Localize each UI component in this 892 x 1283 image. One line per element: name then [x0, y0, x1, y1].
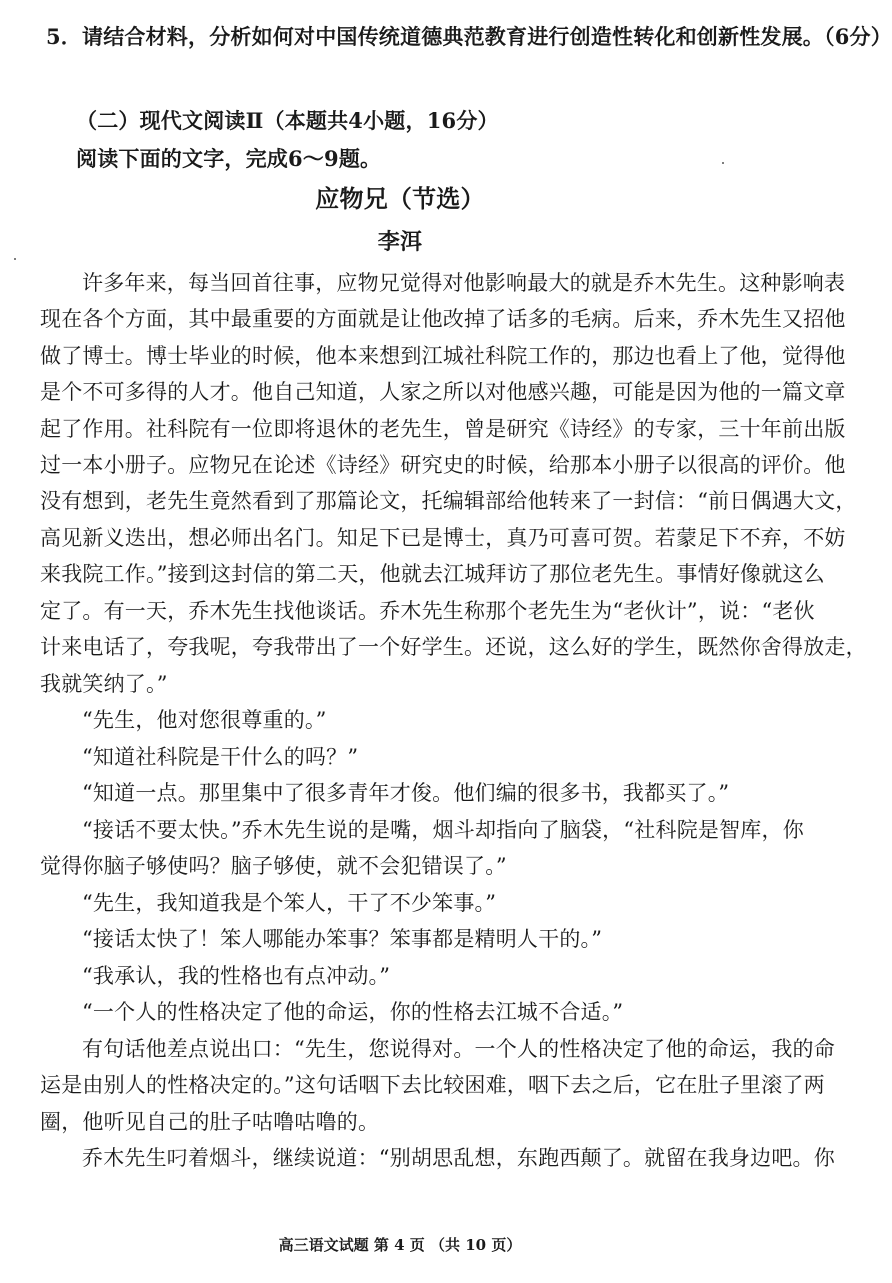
body-line: 许多年来，每当回首往事，应物兄觉得对他影响最大的就是乔木先生。这种影响表 — [82, 271, 846, 295]
body-line: 定了。有一天，乔木先生找他谈话。乔木先生称那个老先生为“老伙计”，说：“老伙 — [40, 599, 815, 623]
article-author: 李洱 — [377, 229, 423, 255]
body-line: “接话不要太快。”乔木先生说的是嘴，烟斗却指向了脑袋，“社科院是智库，你 — [82, 818, 804, 842]
body-line: 有句话他差点说出口：“先生，您说得对。一个人的性格决定了他的命运，我的命 — [82, 1037, 835, 1061]
body-line: “知道一点。那里集中了很多青年才俊。他们编的很多书，我都买了。” — [82, 781, 730, 805]
question-5: 5．请结合材料，分析如何对中国传统道德典范教育进行创造性转化和创新性发展。（6分） — [46, 24, 892, 49]
body-line: 运是由别人的性格决定的。”这句话咽下去比较困难，咽下去之后，它在肚子里滚了两 — [40, 1073, 825, 1097]
page-footer: 高三语文试题 第 4 页 （共 10 页） — [278, 1236, 522, 1254]
body-line: 起了作用。社科院有一位即将退休的老先生，曾是研究《诗经》的专家，三十年前出版 — [40, 417, 846, 441]
body-line: “接话太快了！笨人哪能办笨事？笨事都是精明人干的。” — [82, 927, 603, 951]
body-line: 乔木先生叼着烟斗，继续说道：“别胡思乱想，东跑西颠了。就留在我身边吧。你 — [82, 1146, 835, 1170]
article-title: 应物兄（节选） — [315, 184, 485, 213]
section-heading: （二）现代文阅读Ⅱ（本题共4小题，16分） — [76, 108, 499, 133]
body-line: 来我院工作。”接到这封信的第二天，他就去江城拜访了那位老先生。事情好像就这么 — [40, 562, 825, 586]
body-line: “一个人的性格决定了他的命运，你的性格去江城不合适。” — [82, 1000, 624, 1024]
body-line: 高见新义迭出，想必师出名门。知足下已是博士，真乃可喜可贺。若蒙足下不弃，不妨 — [40, 526, 846, 550]
body-line: 觉得你脑子够使吗？脑子够使，就不会犯错误了。” — [40, 854, 507, 878]
body-line: 是个不可多得的人才。他自己知道，人家之所以对他感兴趣，可能是因为他的一篇文章 — [40, 380, 846, 404]
body-line: 过一本小册子。应物兄在论述《诗经》研究史的时候，给那本小册子以很高的评价。他 — [40, 453, 846, 477]
body-line: 现在各个方面，其中最重要的方面就是让他改掉了话多的毛病。后来，乔木先生又招他 — [40, 307, 846, 331]
body-line: “我承认，我的性格也有点冲动。” — [82, 964, 391, 988]
reading-instruction: 阅读下面的文字，完成6～9题。 — [76, 146, 382, 171]
body-line: 我就笑纳了。” — [40, 672, 168, 696]
scan-speck — [722, 162, 724, 164]
body-line: 做了博士。博士毕业的时候，他本来想到江城社科院工作的，那边也看上了他，觉得他 — [40, 344, 846, 368]
body-line: “知道社科院是干什么的吗？” — [82, 745, 359, 769]
body-line: 圈，他听见自己的肚子咕噜咕噜的。 — [40, 1110, 380, 1134]
body-line: “先生，他对您很尊重的。” — [82, 708, 327, 732]
body-line: 没有想到，老先生竟然看到了那篇论文，托编辑部给他转来了一封信：“前日偶遇大文， — [40, 489, 857, 513]
body-line: “先生，我知道我是个笨人，干了不少笨事。” — [82, 891, 497, 915]
body-line: 计来电话了，夸我呢，夸我带出了一个好学生。还说，这么好的学生，既然你舍得放走， — [40, 635, 867, 659]
scan-speck — [14, 258, 16, 260]
